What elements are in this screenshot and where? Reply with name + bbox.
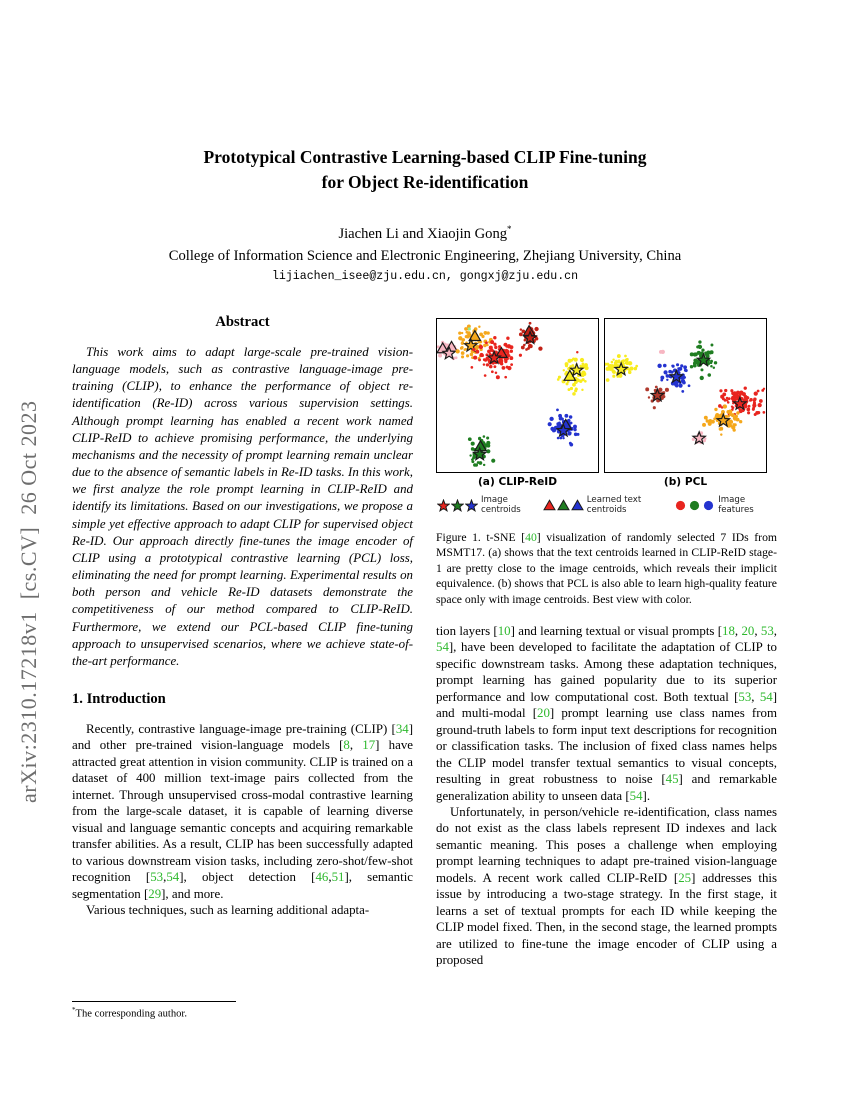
citation-link[interactable]: 10 bbox=[497, 624, 511, 639]
citation-link[interactable]: 25 bbox=[678, 870, 692, 885]
citation-link[interactable]: 17 bbox=[362, 738, 376, 753]
text-run: tion layers [ bbox=[436, 624, 498, 639]
triangle-legend-icons bbox=[543, 499, 584, 512]
text-run: ]. bbox=[642, 788, 651, 803]
footnote bbox=[72, 1001, 413, 1020]
panel-a-label: (a) CLIP-ReID bbox=[477, 476, 558, 488]
paper-title bbox=[0, 145, 850, 195]
text-run: ], semantic segmentation [ bbox=[72, 870, 413, 901]
citation-link[interactable]: 34 bbox=[395, 721, 409, 736]
footnote-rule bbox=[72, 1001, 236, 1002]
author-emails[interactable]: lijiachen_isee@zju.edu.cn, gongxj@zju.edu.cn bbox=[271, 269, 579, 283]
citation-link[interactable]: 40 bbox=[525, 531, 537, 544]
triangle-icon bbox=[571, 499, 584, 512]
footnote-text bbox=[72, 1006, 413, 1020]
text-run: Figure 1. t-SNE [ bbox=[436, 531, 526, 544]
text-run: , bbox=[754, 624, 761, 639]
tsne-cluster bbox=[576, 351, 578, 353]
legend-label: Learned text centroids bbox=[586, 495, 642, 515]
footnote-label: The corresponding author. bbox=[75, 1008, 187, 1020]
star-legend-icons bbox=[437, 499, 478, 512]
triangle-icon bbox=[543, 499, 556, 512]
citation-link[interactable]: 18 bbox=[722, 624, 735, 639]
citation-link[interactable]: 53 bbox=[738, 689, 752, 704]
legend-item bbox=[543, 495, 674, 515]
intro-paragraph-2-right bbox=[436, 623, 777, 804]
figure-1 bbox=[436, 318, 777, 607]
citation-link[interactable]: 45 bbox=[665, 772, 679, 787]
figure-legend bbox=[436, 495, 777, 515]
text-run: ] and other pre-trained vision-language models [ bbox=[72, 721, 413, 753]
paper-title-line2: for Object Re-identification bbox=[321, 172, 529, 192]
text-run: , bbox=[773, 624, 777, 639]
text-run: , bbox=[349, 738, 363, 753]
legend-item bbox=[437, 495, 543, 515]
tsne-cluster bbox=[659, 350, 665, 354]
figure-panels bbox=[436, 318, 777, 488]
affiliation-line: College of Information Science and Electronic Engineering, Zhejiang University, China bbox=[168, 247, 682, 264]
corresponding-author-mark: * bbox=[507, 224, 512, 234]
panel-b-label: (b) PCL bbox=[663, 476, 708, 488]
arxiv-watermark: arXiv:2310.17218v1 [cs.CV] 26 Oct 2023 bbox=[16, 400, 41, 803]
citation-link[interactable]: 20 bbox=[741, 624, 755, 639]
text-run: , bbox=[163, 870, 167, 885]
text-run: , bbox=[751, 689, 760, 704]
circle-icon bbox=[688, 499, 701, 512]
text-run: ], and more. bbox=[161, 886, 224, 901]
citation-link[interactable]: 54 bbox=[166, 870, 180, 885]
legend-label: Image features bbox=[718, 495, 754, 515]
citation-link[interactable]: 8 bbox=[343, 738, 350, 753]
figure-panel-a bbox=[436, 318, 599, 488]
abstract-heading: Abstract bbox=[215, 314, 270, 330]
text-run: ] and learning textual or visual prompts [ bbox=[510, 624, 723, 639]
citation-link[interactable]: 51 bbox=[331, 870, 345, 885]
text-run: ] prompt learning use class names from ground-truth labels to form input text descriptions for recognition or classification tasks. The inclusion of fixed class names helps the CLIP model transfer textual semantics to visual concepts, resulting in great robustness to noise [ bbox=[436, 706, 777, 787]
intro-paragraph-1 bbox=[72, 721, 413, 902]
citation-link[interactable]: 20 bbox=[537, 706, 550, 721]
circle-icon bbox=[702, 499, 715, 512]
text-run: ], object detection [ bbox=[179, 870, 316, 885]
citation-link[interactable]: 54 bbox=[436, 640, 449, 655]
citation-link[interactable]: 54 bbox=[629, 788, 643, 803]
tsne-plot-clip-reid bbox=[436, 318, 599, 473]
citation-link[interactable]: 53 bbox=[760, 624, 774, 639]
legend-item bbox=[674, 495, 776, 515]
right-column bbox=[436, 318, 777, 969]
text-run: , bbox=[734, 624, 742, 639]
figure-caption bbox=[436, 530, 777, 607]
star-icon bbox=[437, 499, 450, 512]
text-run: ] visualization of randomly selected 7 IDs from MSMT17. (a) shows that the text centroids learned in CLIP-ReID stage-1 are pretty close to the image centroids, which reveals their implicit equivalence. (b) shows that PCL is also able to learn high-quality feature space only with image centroids. Best view with color. bbox=[436, 531, 777, 606]
star-icon bbox=[465, 499, 478, 512]
text-run: Unfortunately, in person/vehicle re-identification, class names do not exist as the class labels represent ID indexes and lack semantic meaning. This poses a challenge when employing prompt learning techniques to adapt pre-trained vision-language models. A recent work called CLIP-ReID [ bbox=[436, 805, 777, 885]
text-run: ] have attracted great attention in vision community. CLIP is trained on a dataset of 400 million text-image pairs collected from the internet. Through unsupervised cross-modal contrastive learning from the large-scale dataset, it is capable of learning diverse visual and language semantic concepts and acquiring remarkable transfer abilities. As a result, CLIP has been successfully adapted to various downstream vision tasks, including zero-shot/few-shot recognition [ bbox=[72, 738, 413, 885]
star-icon bbox=[451, 499, 464, 512]
text-run: , bbox=[328, 870, 332, 885]
intro-paragraph-3 bbox=[436, 804, 777, 969]
citation-link[interactable]: 53 bbox=[150, 870, 164, 885]
abstract-text: This work aims to adapt large-scale pre-trained vision-language models, such as contrastive language-image pre-training (CLIP), to enhance the performance of object re-identification (Re-ID) across various supervision settings. Although prompt learning has enabled a recent work named CLIP-ReID to achieve promising performance, the underlying mechanisms and the necessity of prompt learning remain unclear due to the absence of semantic labels in Re-ID tasks. In this work, we first analyze the role prompt learning in CLIP-ReID and identify its limitations. Based on our investigations, we propose a simple yet effective approach to adapt CLIP for supervised object Re-ID. Our approach directly fine-tunes the image encoder of CLIP using a prototypical contrastive learning (PCL) loss, eliminating the need for prompt learning. Experimental results on both person and vehicle Re-ID datasets demonstrate the competitiveness of our method compared to CLIP-ReID. Furthermore, we extend our PCL-based CLIP fine-tuning approach to unsupervised scenarios, where we achieve state-of-the-art performance. bbox=[72, 345, 413, 668]
text-run: Recently, contrastive language-image pre-training (CLIP) [ bbox=[86, 721, 396, 736]
text-run: ], have been developed to facilitate the adaptation of CLIP to specific downstream tasks. Among these adaptation techniques, prompt learning has gained popularity due to its superior performance and low computational cost. Both textual [ bbox=[436, 640, 777, 704]
circle-legend-icons bbox=[674, 499, 715, 512]
footnote-marker: * bbox=[72, 1006, 76, 1014]
section-heading-introduction: 1. Introduction bbox=[72, 690, 166, 707]
paper-header bbox=[0, 145, 850, 283]
paper-title-line1: Prototypical Contrastive Learning-based CLIP Fine-tuning bbox=[203, 147, 647, 167]
left-column bbox=[72, 314, 413, 918]
authors-line bbox=[0, 224, 850, 243]
text-run: Various techniques, such as learning additional adapta- bbox=[86, 902, 370, 917]
text-run: ] addresses this issue by introducing a two-stage strategy. In the first stage, it learns a set of textual prompts for each ID while keeping the CLIP model fixed. Then, in the second stage, the learned prompts are utilized to fine-tune the image encoder of CLIP using a proposed bbox=[436, 870, 778, 968]
text-run: ] and remarkable generalization ability to unseen data [ bbox=[436, 772, 777, 803]
citation-link[interactable]: 46 bbox=[315, 870, 329, 885]
triangle-icon bbox=[557, 499, 570, 512]
citation-link[interactable]: 29 bbox=[148, 886, 162, 901]
text-run: ] and multi-modal [ bbox=[436, 689, 777, 721]
intro-paragraph-2-left bbox=[72, 902, 413, 918]
authors-names: Jiachen Li and Xiaojin Gong bbox=[338, 225, 508, 242]
circle-icon bbox=[674, 499, 687, 512]
legend-label: Image centroids bbox=[481, 495, 521, 515]
figure-panel-b bbox=[604, 318, 767, 488]
tsne-plot-pcl bbox=[604, 318, 767, 473]
citation-link[interactable]: 54 bbox=[759, 689, 773, 704]
